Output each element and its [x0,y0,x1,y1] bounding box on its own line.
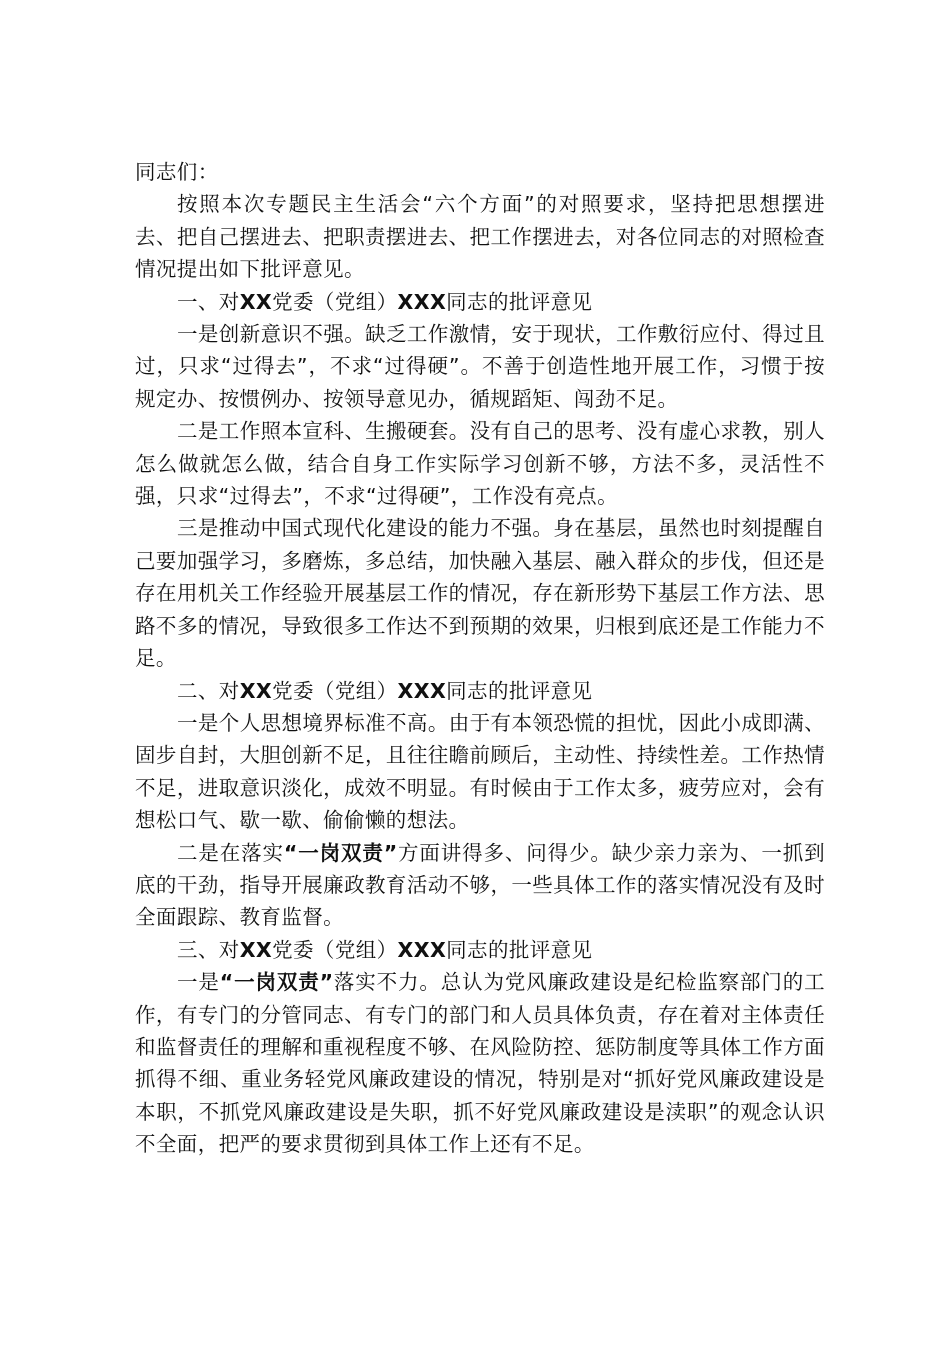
intro-paragraph: 按照本次专题民主生活会“六个方面”的对照要求，坚持把思想摆进去、把自己摆进去、把职责摆进去、把工作摆进去，对各位同志的对照检查情况提出如下批评意见。 [135,192,825,282]
section-heading-2 [135,675,825,707]
section-3-paragraph-1 [135,966,825,1160]
heading-org: XX [239,678,273,703]
section-heading-1 [135,286,825,318]
heading-prefix: 一、对 [177,289,240,314]
section-1-paragraph-1: 一是创新意识不强。缺乏工作激情，安于现状，工作敷衍应付、得过且过，只求“过得去”，不求“过得硬”。不善于创造性地开展工作，习惯于按规定办、按惯例办、按领导意见办，循规蹈矩、闯劲不足。 [135,322,825,411]
heading-mid: 党委（党组） [272,289,398,314]
salutation: 同志们： [135,160,219,184]
paragraph-prefix: 二是在落实 [177,840,284,865]
section-1-paragraph-3: 三是推动中国式现代化建设的能力不强。身在基层，虽然也时刻提醒自己要加强学习，多磨炼，多总结，加快融入基层、融入群众的步伐，但还是存在用机关工作经验开展基层工作的情况，存在新形势下基层工作方法、思路不多的情况，导致很多工作达不到预期的效果，归根到底还是工作能力不足。 [135,516,825,671]
section-2-paragraph-1: 一是个人思想境界标准不高。由于有本领恐慌的担忧，因此小成即满、固步自封，大胆创新不足，且往往瞻前顾后，主动性、持续性差。工作热情不足，进取意识淡化，成效不明显。有时候由于工作太多，疲劳应对，会有想松口气、歇一歇、偷偷懒的想法。 [135,710,825,833]
paragraph-rest: 落实不力。总认为党风廉政建设是纪检监察部门的工作，有专门的分管同志、有专门的部门和人员具体负责，存在着对主体责任和监督责任的理解和重视程度不够、在风险防控、惩防制度等具体工作方面抓得不细、重业务轻党风廉政建设的情况，特别是对“抓好党风廉政建设是本职，不抓党风廉政建设是失职，抓不好党风廉政建设是渎职”的观念认识不全面，把严的要求贯彻到具体工作上还有不足。 [135,970,825,1157]
heading-org: XX [239,289,273,314]
heading-suffix: 同志的批评意见 [446,289,593,314]
paragraph-rest: 方面讲得多、问得少。缺少亲力亲为、一抓到底的干劲，指导开展廉政教育活动不够，一些具体工作的落实情况没有及时全面跟踪、教育监督。 [135,840,825,930]
section-heading-3 [135,934,825,966]
paragraph-bold-term: “一岗双责” [283,840,398,865]
heading-name: XXX [397,937,447,962]
paragraph-prefix: 一是 [177,970,220,995]
section-1-paragraph-2: 二是工作照本宣科、生搬硬套。没有自己的思考、没有虚心求教，别人怎么做就怎么做，结合自身工作实际学习创新不够，方法不多，灵活性不强，只求“过得去”，不求“过得硬”，工作没有亮点。 [135,419,825,509]
heading-name: XXX [397,289,447,314]
heading-suffix: 同志的批评意见 [446,678,593,703]
heading-suffix: 同志的批评意见 [446,937,593,962]
paragraph-bold-term: “一岗双责” [219,970,334,995]
heading-org: XX [239,937,273,962]
heading-mid: 党委（党组） [272,678,398,703]
heading-mid: 党委（党组） [272,937,398,962]
heading-prefix: 三、对 [177,937,240,962]
section-2-paragraph-2 [135,837,825,934]
document-body [135,156,825,1161]
heading-prefix: 二、对 [177,678,240,703]
heading-name: XXX [397,678,447,703]
